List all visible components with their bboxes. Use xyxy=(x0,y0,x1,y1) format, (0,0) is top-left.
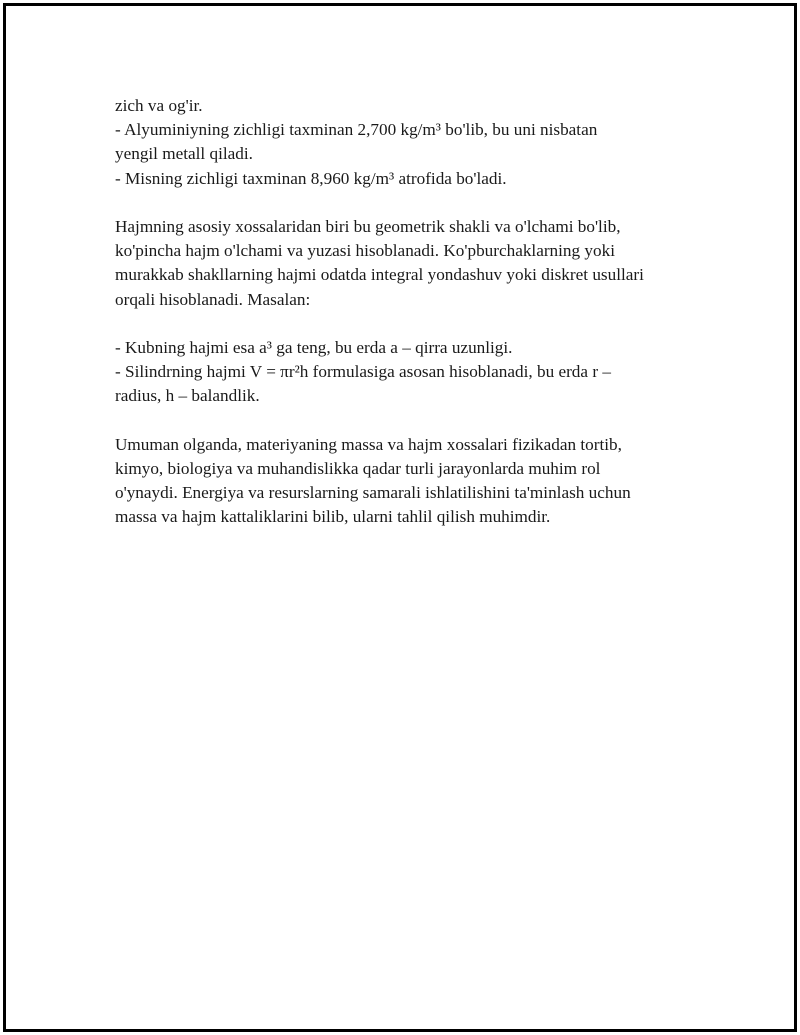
text-line: Hajmning asosiy xossalaridan biri bu geometrik shakli va o'lchami bo'lib, xyxy=(115,217,621,236)
text-line: Umuman olganda, materiyaning massa va hajm xossalari fizikadan tortib, xyxy=(115,434,622,454)
text-line: ko'pincha hajm o'lchami va yuzasi hisoblanadi. Ko'pburchaklarning yoki xyxy=(115,241,615,261)
text-line: - Silindrning hajmi V = πr²h formulasiga asosan hisoblanadi, bu erda r – xyxy=(115,362,611,382)
paragraph-break xyxy=(115,409,695,433)
text-line: radius, h – balandlik. xyxy=(115,386,260,406)
text-line: - Kubning hajmi esa a³ ga teng, bu erda a – qirra uzunligi. xyxy=(115,338,513,357)
text-line: - Misning zichligi taxminan 8,960 kg/m³ atrofida bo'ladi. xyxy=(115,168,507,188)
text-line: zich va og'ir. xyxy=(115,96,203,115)
text-line: o'ynaydi. Energiya va resurslarning samarali ishlatilishini ta'minlash uchun xyxy=(115,483,631,503)
text-line: murakkab shakllarning hajmi odatda integral yondashuv yoki diskret usullari xyxy=(115,265,644,285)
text-line: yengil metall qiladi. xyxy=(115,144,253,164)
text-line: - Alyuminiyning zichligi taxminan 2,700 kg/m³ bo'lib, bu uni nisbatan xyxy=(115,120,598,140)
paragraph-break xyxy=(115,312,695,336)
paragraph-break xyxy=(115,191,695,215)
text-line: orqali hisoblanadi. Masalan: xyxy=(115,289,311,309)
text-line: massa va hajm kattaliklarini bilib, ularni tahlil qilish muhimdir. xyxy=(115,507,551,527)
text-line: kimyo, biologiya va muhandislikka qadar turli jarayonlarda muhim rol xyxy=(115,459,601,478)
document-body xyxy=(115,94,695,530)
